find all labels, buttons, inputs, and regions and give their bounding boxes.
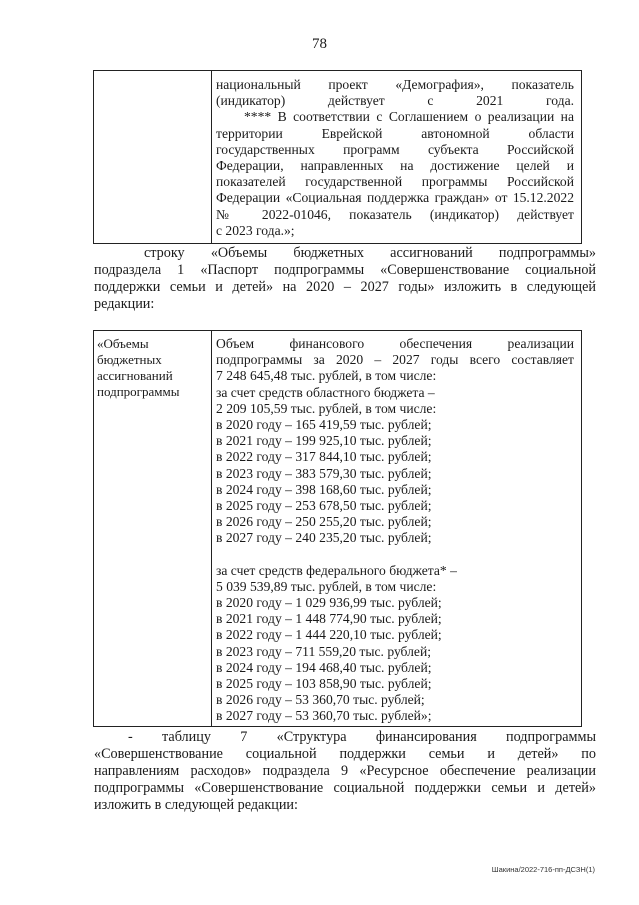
funding-cell [216, 336, 574, 725]
text-line: «Совершенствование социальной поддержки семьи и детей» по [94, 746, 596, 762]
text-line: 7 248 645,48 тыс. рублей, в том числе: [216, 368, 437, 384]
text-line: в 2023 году – 383 579,30 тыс. рублей; [216, 465, 432, 481]
text-line: в 2027 году – 240 235,20 тыс. рублей; [216, 530, 432, 546]
table-left-column [94, 71, 212, 243]
paragraph-replace-row [94, 245, 596, 313]
text-line: направлениям расходов» подраздела 9 «Ресурсное обеспечение реализации [94, 763, 596, 779]
federal-budget-total: 5 039 539,89 тыс. рублей, в том числе: [216, 578, 437, 594]
page-number: 78 [312, 36, 327, 52]
text-line: **** В соответствии с Соглашением о реализации на [244, 109, 574, 125]
text-line: Объем финансового обеспечения реализации [216, 336, 574, 351]
text-line: Федерации «Социальная поддержка граждан» от 15.12.2022 [216, 190, 574, 206]
text-line: № 2022-01046, показатель (индикатор) действует [216, 206, 574, 222]
text-line: в 2025 году – 253 678,50 тыс. рублей; [216, 498, 432, 514]
text-line: в 2026 году – 53 360,70 тыс. рублей; [216, 692, 425, 708]
table-budget-allocations [93, 330, 582, 727]
text-line: «Объемы [97, 336, 149, 351]
text-line: в 2021 году – 199 925,10 тыс. рублей; [216, 433, 432, 449]
text-line: строку «Объемы бюджетных ассигнований подпрограммы» [144, 245, 596, 261]
text-line: в 2022 году – 1 444 220,10 тыс. рублей; [216, 627, 442, 643]
text-line: в 2026 году – 250 255,20 тыс. рублей; [216, 514, 432, 530]
table-right-cell [216, 77, 574, 239]
text-line: государственных программ субъекта Российской [216, 141, 574, 157]
text-line: подпрограммы за 2020 – 2027 годы всего составляет [216, 352, 574, 368]
text-line: в 2020 году – 165 419,59 тыс. рублей; [216, 417, 432, 433]
text-line: - таблицу 7 «Структура финансирования подпрограммы [128, 729, 596, 745]
text-line: в 2020 году – 1 029 936,99 тыс. рублей; [216, 595, 442, 611]
text-line: с 2023 года.»; [216, 222, 295, 238]
text-line: в 2025 году – 103 858,90 тыс. рублей; [216, 676, 432, 692]
paragraph-replace-table [94, 729, 596, 814]
text-line: изложить в следующей редакции: [94, 797, 298, 813]
text-line: в 2024 году – 398 168,60 тыс. рублей; [216, 481, 432, 497]
regional-budget-total: 2 209 105,59 тыс. рублей, в том числе: [216, 400, 437, 416]
text-line: поддержки семьи и детей» на 2020 – 2027 годы» изложить в следующей [94, 279, 596, 295]
text-line: подпрограммы «Совершенствование социальной поддержки семьи и детей» [94, 780, 596, 796]
text-line: национальный проект «Демография», показатель [216, 77, 574, 92]
text-line: подраздела 1 «Паспорт подпрограммы «Совершенствование социальной [94, 262, 596, 278]
text-line: подпрограммы [97, 384, 180, 399]
row-label-cell [97, 336, 207, 400]
text-line: ассигнований [97, 368, 173, 383]
text-line: редакции: [94, 296, 155, 312]
text-line: в 2027 году – 53 360,70 тыс. рублей»; [216, 708, 432, 724]
text-line: в 2023 году – 711 559,20 тыс. рублей; [216, 643, 432, 659]
text-line: в 2022 году – 317 844,10 тыс. рублей; [216, 449, 432, 465]
regional-budget-header: за счет средств областного бюджета – [216, 384, 435, 400]
text-line: территории Еврейской автономной области [216, 125, 574, 141]
text-line: в 2021 году – 1 448 774,90 тыс. рублей; [216, 611, 442, 627]
document-footer-code: Шакина/2022-716-пп-ДСЗН(1) [491, 865, 595, 874]
text-line: (индикатор) действует с 2021 года. [216, 93, 574, 109]
text-line: Федерации, направленных на достижение целей и [216, 158, 574, 174]
table-continuation [93, 70, 582, 244]
text-line: показателей государственной программы Российской [216, 174, 574, 190]
text-line: бюджетных [97, 352, 162, 367]
text-line: в 2024 году – 194 468,40 тыс. рублей; [216, 659, 432, 675]
federal-budget-header: за счет средств федерального бюджета* – [216, 562, 457, 578]
